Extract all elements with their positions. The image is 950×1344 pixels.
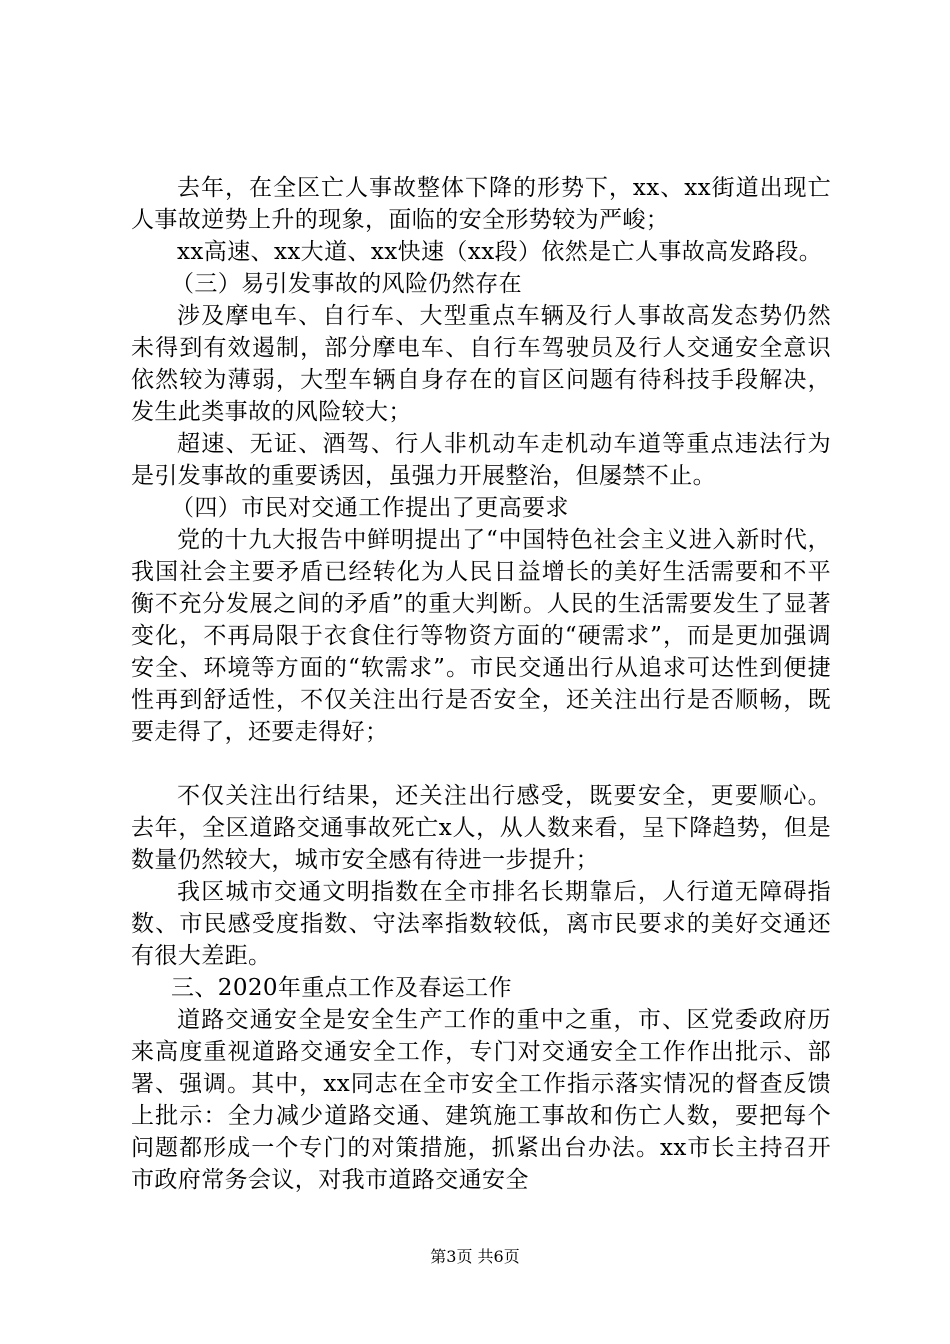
paragraph: xx高速、xx大道、xx快速（xx段）依然是亡人事故高发路段。 [177, 239, 823, 265]
paragraph: 我区城市交通文明指数在全市排名长期靠后，人行道无障碍指数、市民感受度指数、守法率指数较低，离市民要求的美好交通还有很大差距。 [131, 879, 831, 969]
page-number: 第3页 共6页 [430, 1247, 520, 1266]
paragraph: 不仅关注出行结果，还关注出行感受，既要安全，更要顺心。去年，全区道路交通事故死亡x人，从人数来看，呈下降趋势，但是数量仍然较大，城市安全感有待进一步提升； [131, 783, 831, 873]
paragraph: 涉及摩电车、自行车、大型重点车辆及行人事故高发态势仍然未得到有效遏制，部分摩电车、自行车驾驶员及行人交通安全意识依然较为薄弱，大型车辆自身存在的盲区问题有待科技手段解决，发生此类事故的风险较大； [131, 303, 831, 425]
section-heading: （四）市民对交通工作提出了更高要求 [171, 495, 569, 521]
section-heading: （三）易引发事故的风险仍然存在 [171, 271, 522, 297]
section-heading: 三、2020年重点工作及春运工作 [171, 975, 512, 1001]
document-body [131, 172, 831, 1196]
paragraph: 党的十九大报告中鲜明提出了“中国特色社会主义进入新时代，我国社会主要矛盾已经转化为人民日益增长的美好生活需要和不平衡不充分发展之间的矛盾”的重大判断。人民的生活需要发生了显著变化，不再局限于衣食住行等物资方面的“硬需求”，而是更加强调安全、环境等方面的“软需求”。市民交通出行从追求可达性到便捷性再到舒适性，不仅关注出行是否安全，还关注出行是否顺畅，既要走得了，还要走得好； [131, 527, 831, 745]
paragraph-gap [131, 748, 831, 780]
paragraph: 去年，在全区亡人事故整体下降的形势下，xx、xx街道出现亡人事故逆势上升的现象，面临的安全形势较为严峻； [131, 175, 831, 233]
paragraph: 超速、无证、酒驾、行人非机动车走机动车道等重点违法行为是引发事故的重要诱因，虽强力开展整治，但屡禁不止。 [131, 431, 831, 489]
paragraph: 道路交通安全是安全生产工作的重中之重，市、区党委政府历来高度重视道路交通安全工作，专门对交通安全工作作出批示、部署、强调。其中，xx同志在全市安全工作指示落实情况的督查反馈上批示：全力减少道路交通、建筑施工事故和伤亡人数，要把每个问题都形成一个专门的对策措施，抓紧出台办法。xx市长主持召开市政府常务会议，对我市道路交通安全 [131, 1007, 831, 1193]
